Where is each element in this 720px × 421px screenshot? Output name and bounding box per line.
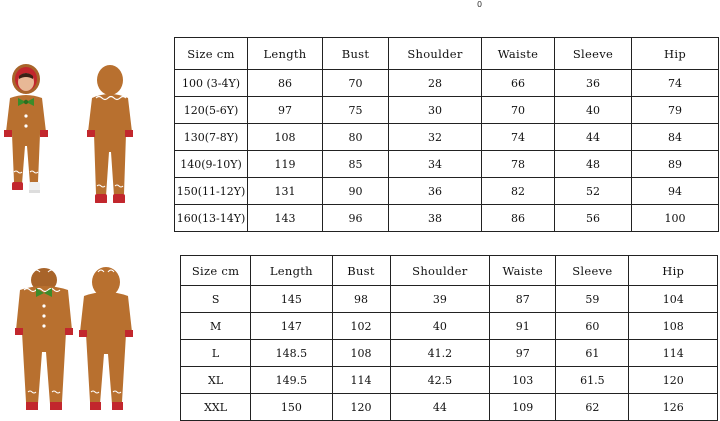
cell-length: 86 [248,70,323,97]
cell-shoulder: 39 [390,286,490,313]
cell-length: 97 [248,97,323,124]
header-length: Length [251,256,332,286]
cell-sleeve: 52 [555,178,632,205]
cell-shoulder: 44 [390,394,490,421]
header-bust: Bust [323,38,389,70]
cell-length: 147 [251,313,332,340]
cell-shoulder: 28 [389,70,482,97]
header-shoulder: Shoulder [390,256,490,286]
header-bust: Bust [332,256,390,286]
adult-size-table [180,255,718,421]
cell-waist: 74 [482,124,555,151]
cell-sleeve: 56 [555,205,632,232]
cell-shoulder: 41.2 [390,340,490,367]
header-waist: Waiste [490,256,556,286]
cell-bust: 114 [332,367,390,394]
cell-size: 160(13-14Y) [175,205,248,232]
cell-bust: 90 [323,178,389,205]
cell-shoulder: 30 [389,97,482,124]
cell-shoulder: 40 [390,313,490,340]
table-row [175,151,719,178]
cell-hip: 114 [629,340,718,367]
cell-hip: 120 [629,367,718,394]
table-row [181,286,718,313]
cell-size: 130(7-8Y) [175,124,248,151]
cell-sleeve: 61 [556,340,629,367]
cell-waist: 78 [482,151,555,178]
table-row [175,70,719,97]
cell-waist: 82 [482,178,555,205]
cell-sleeve: 59 [556,286,629,313]
table-row [175,178,719,205]
cell-sleeve: 60 [556,313,629,340]
cell-hip: 89 [632,151,719,178]
cell-length: 148.5 [251,340,332,367]
cell-waist: 109 [490,394,556,421]
cell-size: 100 (3-4Y) [175,70,248,97]
cell-bust: 96 [323,205,389,232]
cell-shoulder: 34 [389,151,482,178]
cell-shoulder: 42.5 [390,367,490,394]
cell-size: M [181,313,251,340]
header-shoulder: Shoulder [389,38,482,70]
cell-sleeve: 36 [555,70,632,97]
cell-size: XXL [181,394,251,421]
table-row [181,313,718,340]
header-size: Size cm [181,256,251,286]
cell-sleeve: 48 [555,151,632,178]
cell-length: 149.5 [251,367,332,394]
cell-length: 143 [248,205,323,232]
cell-sleeve: 61.5 [556,367,629,394]
kids-size-table [174,37,719,232]
table-header-row [175,38,719,70]
cell-sleeve: 44 [555,124,632,151]
cell-size: XL [181,367,251,394]
cell-bust: 70 [323,70,389,97]
cell-size: 120(5-6Y) [175,97,248,124]
cell-shoulder: 38 [389,205,482,232]
cell-sleeve: 40 [555,97,632,124]
header-hip: Hip [629,256,718,286]
header-length: Length [248,38,323,70]
cell-bust: 108 [332,340,390,367]
cell-waist: 70 [482,97,555,124]
page-mark: 0 [477,0,483,9]
kids-costume-back-photo [84,64,136,214]
cell-bust: 98 [332,286,390,313]
header-size: Size cm [175,38,248,70]
cell-length: 145 [251,286,332,313]
cell-length: 108 [248,124,323,151]
cell-size: S [181,286,251,313]
cell-size: 140(9-10Y) [175,151,248,178]
cell-hip: 108 [629,313,718,340]
cell-bust: 120 [332,394,390,421]
cell-sleeve: 62 [556,394,629,421]
header-hip: Hip [632,38,719,70]
header-sleeve: Sleeve [555,38,632,70]
cell-shoulder: 36 [389,178,482,205]
cell-waist: 103 [490,367,556,394]
cell-size: L [181,340,251,367]
cell-bust: 85 [323,151,389,178]
cell-waist: 91 [490,313,556,340]
table-row [175,205,719,232]
adult-costume-front-photo [14,266,74,412]
cell-hip: 94 [632,178,719,205]
cell-shoulder: 32 [389,124,482,151]
cell-hip: 126 [629,394,718,421]
cell-size: 150(11-12Y) [175,178,248,205]
cell-length: 119 [248,151,323,178]
cell-hip: 79 [632,97,719,124]
table-row [175,97,719,124]
cell-waist: 66 [482,70,555,97]
cell-waist: 86 [482,205,555,232]
cell-bust: 102 [332,313,390,340]
cell-length: 131 [248,178,323,205]
cell-bust: 75 [323,97,389,124]
cell-bust: 80 [323,124,389,151]
header-waist: Waiste [482,38,555,70]
cell-waist: 87 [490,286,556,313]
cell-hip: 100 [632,205,719,232]
table-row [181,367,718,394]
cell-hip: 104 [629,286,718,313]
cell-hip: 84 [632,124,719,151]
cell-length: 150 [251,394,332,421]
kids-costume-front-photo [0,62,52,214]
table-row [175,124,719,151]
header-sleeve: Sleeve [556,256,629,286]
table-row [181,394,718,421]
cell-waist: 97 [490,340,556,367]
cell-hip: 74 [632,70,719,97]
table-header-row [181,256,718,286]
adult-costume-back-photo [78,266,134,412]
table-row [181,340,718,367]
